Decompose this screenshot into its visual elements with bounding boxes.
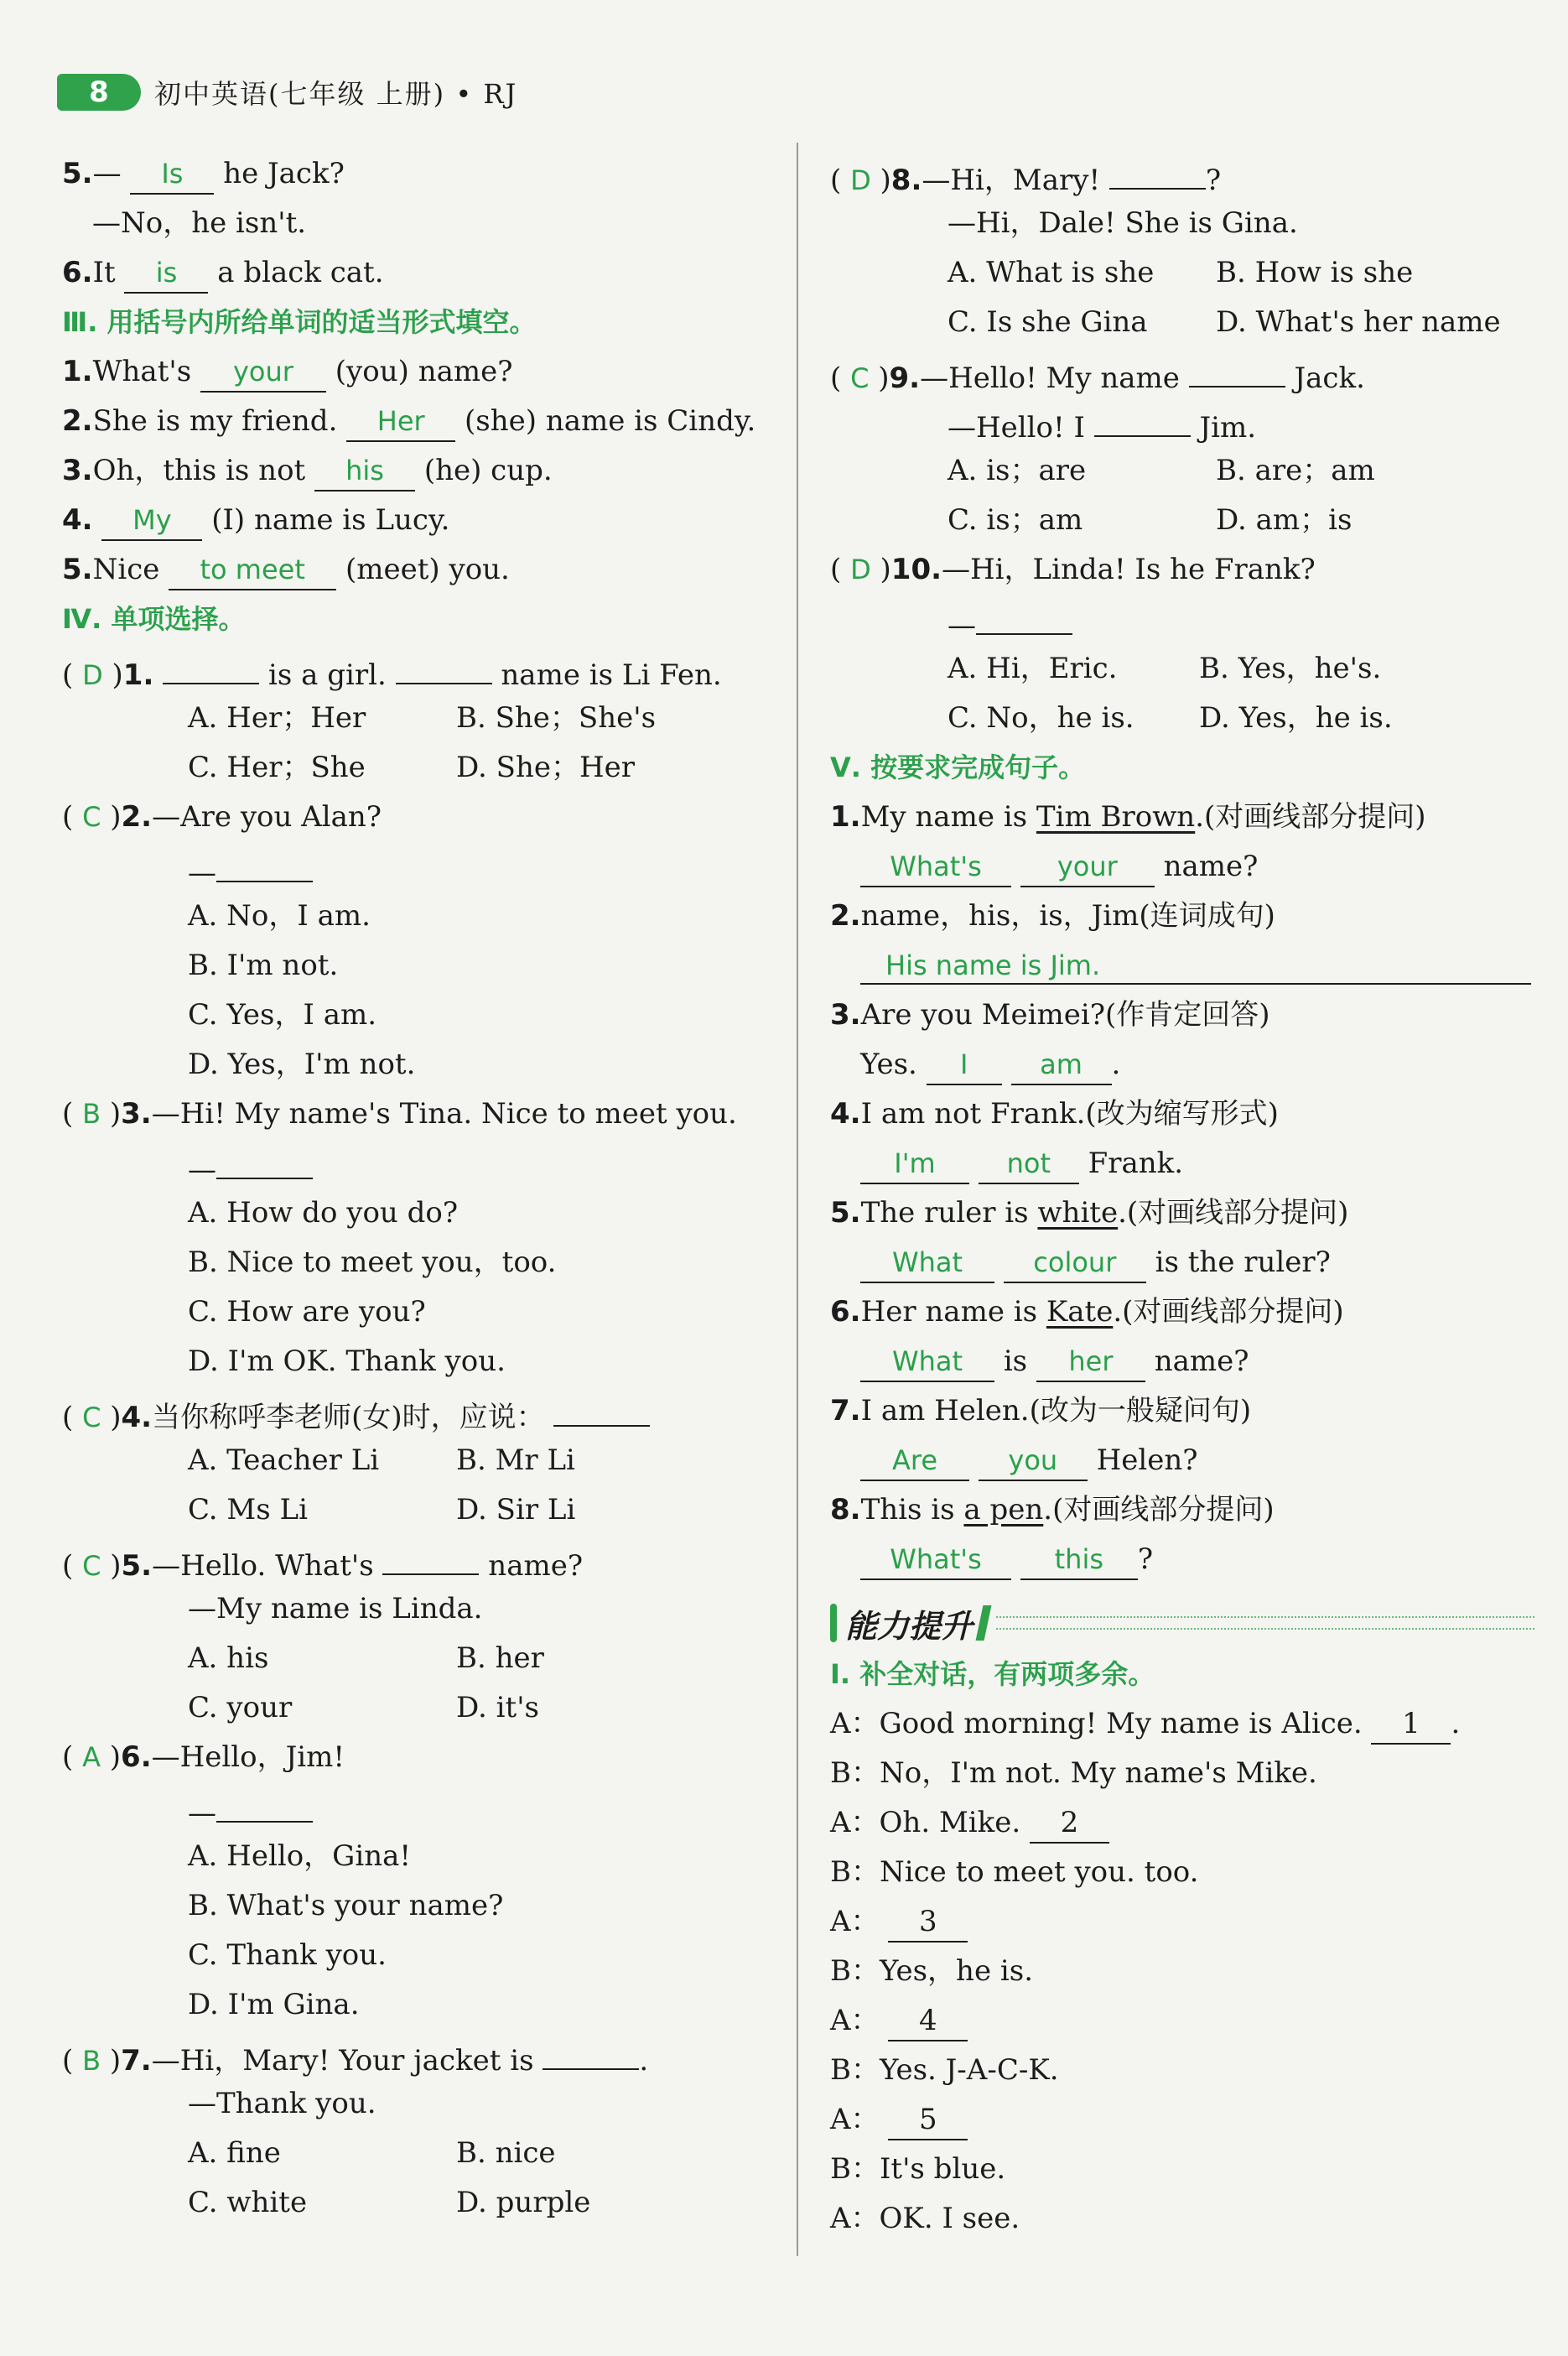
answer-blank[interactable]: Is	[130, 154, 214, 195]
dialog-line: A： 4	[830, 1996, 1534, 2046]
dialog-line: A： 3	[830, 1897, 1534, 1947]
banner-mark-icon	[830, 1604, 837, 1642]
blank	[1189, 347, 1285, 387]
banner-dots	[996, 1616, 1534, 1630]
option-a[interactable]: A. How do you do?	[188, 1196, 459, 1230]
option-c[interactable]: C. white	[188, 2186, 308, 2219]
question-line: 5.The ruler is white.(对画线部分提问)	[830, 1196, 1349, 1230]
mc-question: ( C )5.—Hello. What's name?	[62, 1535, 783, 1584]
option-d[interactable]: D. Sir Li	[456, 1493, 576, 1526]
dialog-blank[interactable]: 3	[888, 1902, 968, 1943]
mc-question: ( D )10.—Hi，Linda! Is he Frank?	[830, 553, 1316, 586]
options-row	[830, 446, 1534, 496]
choice-answer[interactable]: C	[82, 1402, 101, 1433]
options-row	[830, 644, 1534, 694]
answer-blank[interactable]: Are	[860, 1441, 969, 1481]
question-line: 5.— Is he Jack?	[62, 149, 783, 199]
choice-answer[interactable]: D	[82, 659, 103, 691]
book-title: 初中英语(七年级 上册) • RJ	[154, 78, 518, 110]
options-row	[62, 743, 783, 793]
options-row	[62, 1436, 783, 1485]
question-line: 7.I am Helen.(改为一般疑问句)	[830, 1394, 1252, 1428]
dialog-line: B：No，I'm not. My name's Mike.	[830, 1756, 1317, 1790]
answer-blank[interactable]: your	[1020, 847, 1155, 887]
reply-line: —	[830, 595, 1534, 644]
right-column	[830, 149, 1534, 2244]
dialog-blank[interactable]: 4	[888, 2001, 968, 2041]
question-line: 4. My (I) name is Lucy.	[62, 496, 783, 545]
option-d[interactable]: D. purple	[456, 2186, 591, 2219]
choice-answer[interactable]: A	[82, 1741, 101, 1773]
page-header	[57, 70, 517, 114]
left-column	[62, 149, 783, 2228]
answer-line: What colour is the ruler?	[830, 1238, 1534, 1287]
option-a[interactable]: A. Hello，Gina!	[188, 1839, 412, 1873]
reply-line: —	[62, 1782, 783, 1832]
dialog-line: B：Yes，he is.	[830, 1954, 1034, 1988]
option-d[interactable]: D. it's	[456, 1691, 539, 1724]
answer-line: What's your name?	[830, 842, 1534, 892]
option-b[interactable]: B. her	[456, 1641, 544, 1675]
answer-line: Yes. I am .	[830, 1040, 1534, 1090]
answer-line	[830, 941, 1534, 991]
dialog-line: A： 5	[830, 2095, 1534, 2145]
question-line: 2.She is my friend. Her (she) name is Cindy.	[62, 397, 783, 446]
reply-line: —Hi，Dale! She is Gina.	[948, 206, 1298, 240]
option-a[interactable]: A. No，I am.	[188, 899, 371, 933]
option-c[interactable]: C. Thank you.	[188, 1938, 387, 1972]
answer-blank[interactable]: his	[314, 451, 415, 491]
underlined-text: Kate	[1046, 1295, 1114, 1329]
option-d[interactable]: D. She；Her	[456, 751, 635, 784]
answer-blank[interactable]: this	[1020, 1540, 1138, 1580]
blank	[553, 1386, 650, 1427]
choice-answer[interactable]: C	[82, 801, 101, 833]
choice-answer[interactable]: B	[82, 2045, 101, 2077]
options-row	[62, 2129, 783, 2178]
option-c[interactable]: C. Is she Gina	[948, 305, 1148, 339]
options-row	[62, 1683, 783, 1733]
option-c[interactable]: C. Ms Li	[188, 1493, 308, 1526]
banner-title: 能力提升	[845, 1607, 974, 1645]
option-b[interactable]: B. nice	[456, 2136, 556, 2170]
reply-line: —	[62, 842, 783, 892]
option-b[interactable]: B. Yes，he's.	[1199, 652, 1382, 685]
dialog-blank[interactable]: 2	[1030, 1803, 1109, 1844]
answer-blank[interactable]: is	[124, 253, 208, 294]
answer-line: I'm not Frank.	[830, 1139, 1534, 1188]
question-line: 3.Oh，this is not his (he) cup.	[62, 446, 783, 496]
underlined-text: Tim Brown	[1036, 800, 1196, 834]
answer-blank[interactable]: I'm	[860, 1144, 969, 1184]
options-row	[830, 496, 1534, 545]
underlined-text: a pen	[963, 1493, 1044, 1526]
answer-blank[interactable]: not	[979, 1144, 1079, 1184]
option-d[interactable]: D. I'm Gina.	[188, 1988, 360, 2021]
section-title: Ⅰ. 补全对话，有两项多余。	[830, 1658, 1155, 1690]
answer-blank[interactable]: am	[1011, 1045, 1112, 1085]
dialog-line: B：Nice to meet you. too.	[830, 1855, 1199, 1889]
option-a[interactable]: A. Her；Her	[188, 701, 366, 735]
ability-banner	[830, 1596, 1534, 1650]
reply-line: —Thank you.	[188, 2087, 376, 2120]
option-a[interactable]: A. fine	[188, 2136, 281, 2170]
options-row	[830, 248, 1534, 298]
option-a[interactable]: A. What is she	[948, 256, 1155, 289]
option-b[interactable]: B. She；She's	[456, 701, 657, 735]
choice-answer[interactable]: D	[850, 554, 871, 585]
question-line: 8.This is a pen.(对画线部分提问)	[830, 1493, 1275, 1526]
option-d[interactable]: D. I'm OK. Thank you.	[188, 1344, 506, 1378]
answer-line: Are you Helen?	[830, 1436, 1534, 1485]
page-number-badge: 8	[57, 74, 141, 111]
options-row	[62, 1634, 783, 1683]
banner-mark-icon	[976, 1605, 992, 1641]
option-b[interactable]: B. are；am	[1216, 454, 1375, 487]
dialog-line: B：It's blue.	[830, 2152, 1006, 2186]
option-c[interactable]: C. Yes，I am.	[188, 998, 377, 1032]
mc-question: ( D )1. is a girl. name is Li Fen.	[62, 644, 783, 694]
mc-question: ( D )8.—Hi，Mary! ?	[830, 149, 1534, 199]
choice-answer[interactable]: B	[82, 1098, 101, 1130]
section-title: Ⅴ. 按要求完成句子。	[830, 752, 1086, 783]
answer-blank[interactable]: Her	[346, 402, 455, 442]
option-c[interactable]: C. your	[188, 1691, 293, 1724]
dialog-line: A：Good morning! My name is Alice. 1 .	[830, 1699, 1534, 1749]
answer-blank[interactable]: My	[101, 501, 202, 541]
option-a[interactable]: A. his	[188, 1641, 269, 1675]
option-b[interactable]: B. Mr Li	[456, 1443, 575, 1477]
mc-question: ( C )9.—Hello! My name Jack.	[830, 347, 1534, 397]
option-c[interactable]: C. No，he is.	[948, 701, 1134, 735]
option-b[interactable]: B. What's your name?	[188, 1889, 504, 1922]
option-d[interactable]: D. What's her name	[1216, 305, 1501, 339]
reply-line: —No，he isn't.	[92, 206, 307, 240]
answer-blank[interactable]: her	[1036, 1342, 1145, 1382]
question-line: 6.Her name is Kate.(对画线部分提问)	[830, 1295, 1344, 1329]
reply-line: —	[62, 1139, 783, 1188]
answer-blank[interactable]: What	[860, 1243, 994, 1283]
options-row	[830, 298, 1534, 347]
blank	[543, 2030, 639, 2070]
question-line: 1.My name is Tim Brown.(对画线部分提问)	[830, 800, 1426, 834]
option-c[interactable]: C. is；am	[948, 503, 1083, 537]
blank	[1109, 149, 1206, 190]
answer-blank[interactable]: your	[200, 352, 326, 393]
answer-blank[interactable]: What's	[860, 1540, 1011, 1580]
mc-question: ( B )3.—Hi! My name's Tina. Nice to meet you.	[62, 1097, 737, 1131]
question-line: 4.I am not Frank.(改为缩写形式)	[830, 1097, 1279, 1131]
mc-question: ( B )7.—Hi，Mary! Your jacket is .	[62, 2030, 783, 2079]
question-line: 5.Nice to meet (meet) you.	[62, 545, 783, 595]
dialog-line: A：OK. I see.	[830, 2202, 1020, 2235]
options-row	[830, 694, 1534, 743]
options-row	[62, 1485, 783, 1535]
option-d[interactable]: D. Yes，he is.	[1199, 701, 1393, 735]
option-b[interactable]: B. How is she	[1216, 256, 1414, 289]
mc-question: ( C )4.当你称呼李老师(女)时，应说：	[62, 1386, 783, 1436]
options-row	[62, 694, 783, 743]
dialog-line: A：Oh. Mike. 2	[830, 1798, 1534, 1848]
answer-blank[interactable]: What's	[860, 847, 1011, 887]
option-b[interactable]: B. I'm not.	[188, 949, 339, 982]
option-b[interactable]: B. Nice to meet you，too.	[188, 1246, 557, 1279]
question-line: 3.Are you Meimei?(作肯定回答)	[830, 998, 1270, 1032]
question-line: 1.What's your (you) name?	[62, 347, 783, 397]
answer-line: What is her name?	[830, 1337, 1534, 1386]
option-a[interactable]: A. Hi，Eric.	[948, 652, 1118, 685]
blank	[1094, 397, 1191, 437]
options-row	[62, 2178, 783, 2228]
option-d[interactable]: D. am；is	[1216, 503, 1353, 537]
column-divider	[797, 143, 798, 2256]
question-line: 6.It is a black cat.	[62, 248, 783, 298]
dialog-blank[interactable]: 5	[888, 2100, 968, 2140]
option-c[interactable]: C. How are you?	[188, 1295, 426, 1329]
choice-answer[interactable]: C	[850, 362, 870, 394]
underlined-text: white	[1037, 1196, 1119, 1230]
mc-question: ( A )6.—Hello，Jim!	[62, 1740, 345, 1774]
answer-blank[interactable]: to meet	[169, 550, 336, 590]
option-c[interactable]: C. Her；She	[188, 751, 366, 784]
answer-blank[interactable]: I	[927, 1045, 1002, 1085]
option-a[interactable]: A. is；are	[948, 454, 1087, 487]
reply-line: —My name is Linda.	[188, 1592, 483, 1625]
mc-question: ( C )2.—Are you Alan?	[62, 800, 382, 834]
choice-answer[interactable]: C	[82, 1550, 101, 1582]
option-d[interactable]: D. Yes，I'm not.	[188, 1048, 416, 1081]
choice-answer[interactable]: D	[850, 164, 871, 196]
blank	[163, 644, 259, 684]
answer-blank[interactable]: His name is Jim.	[860, 946, 1531, 985]
answer-blank[interactable]: What	[860, 1342, 994, 1382]
answer-blank[interactable]: you	[979, 1441, 1088, 1481]
blank	[396, 644, 492, 684]
blank	[382, 1535, 479, 1575]
section-title: Ⅳ. 单项选择。	[62, 603, 246, 635]
answer-line: What's this ?	[830, 1535, 1534, 1584]
option-a[interactable]: A. Teacher Li	[188, 1443, 380, 1477]
reply-line: —Hello! I Jim.	[830, 397, 1534, 446]
section-title: Ⅲ. 用括号内所给单词的适当形式填空。	[62, 306, 537, 338]
question-line: 2.name，his，is，Jim(连词成句)	[830, 899, 1275, 933]
dialog-line: B：Yes. J-A-C-K.	[830, 2053, 1059, 2087]
answer-blank[interactable]: colour	[1004, 1243, 1146, 1283]
dialog-blank[interactable]: 1	[1371, 1704, 1451, 1745]
